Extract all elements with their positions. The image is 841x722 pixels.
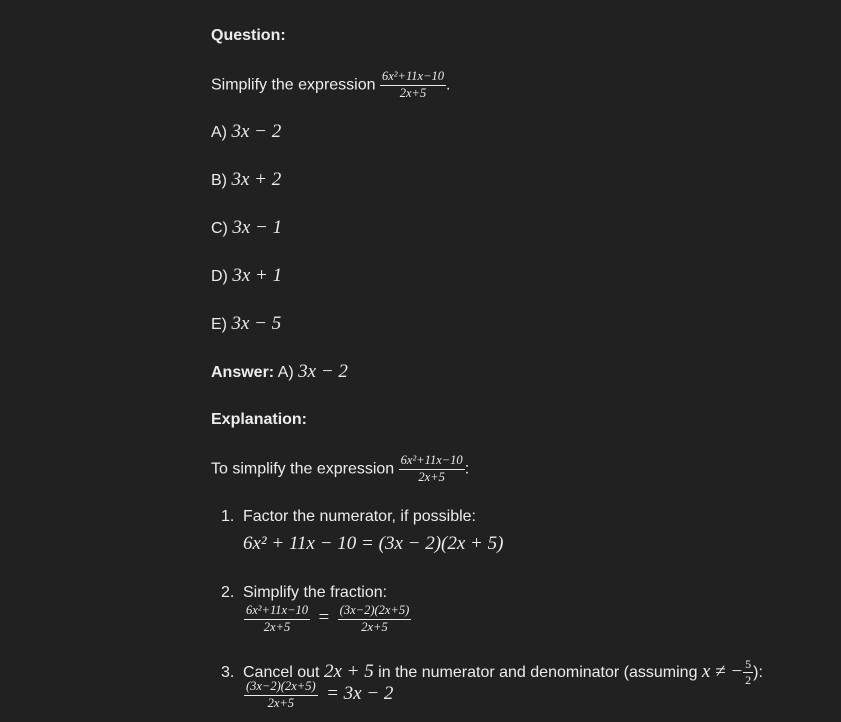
question-fraction	[380, 70, 446, 101]
step-inline-math: 2x + 5	[323, 660, 374, 682]
fraction-denominator: 2x+5	[263, 619, 291, 634]
option-math: 3x + 1	[232, 265, 283, 286]
step-text-post: in the numerator and denominator (assuming	[378, 663, 698, 681]
option-c	[211, 217, 282, 239]
step-2-lhs-fraction	[244, 604, 310, 635]
equals-sign: =	[318, 607, 330, 629]
condition-fraction	[743, 658, 753, 687]
intro-end: :	[464, 460, 470, 478]
intro-fraction	[399, 454, 465, 485]
fraction-denominator: 2x+5	[361, 619, 388, 634]
fraction-numerator: 6x²+11x−10	[244, 604, 310, 620]
fraction-denominator: 2x+5	[399, 85, 427, 100]
step-3-fraction	[244, 680, 318, 711]
fraction-numerator: 5	[743, 658, 753, 673]
question-end: .	[446, 76, 451, 94]
option-math: 3x − 5	[231, 313, 282, 334]
option-a	[211, 121, 281, 143]
option-e	[211, 313, 281, 335]
explanation-heading: Explanation:	[211, 411, 308, 428]
fraction-numerator: (3x−2)(2x+5)	[244, 680, 318, 696]
option-math: 3x + 2	[231, 169, 282, 190]
explanation-intro	[211, 454, 469, 485]
step-number: 2.	[221, 584, 235, 601]
fraction-numerator: 6x²+11x−10	[399, 454, 465, 470]
option-label: A)	[211, 124, 227, 141]
explanation-intro-text: To simplify the expression	[211, 460, 395, 478]
option-math: 3x − 1	[232, 217, 283, 238]
option-b	[211, 169, 281, 191]
answer-line	[211, 361, 348, 383]
option-math: 3x − 2	[231, 121, 282, 142]
fraction-numerator: (3x−2)(2x+5)	[338, 604, 412, 620]
option-label: B)	[211, 172, 227, 189]
fraction-numerator: 6x²+11x−10	[380, 70, 446, 86]
option-label: C)	[211, 220, 228, 237]
step-text: Simplify the fraction:	[243, 584, 388, 601]
fraction-denominator: 2	[745, 673, 752, 688]
step-number: 1.	[221, 508, 235, 525]
answer-heading: Answer:	[211, 364, 275, 381]
question-heading: Question:	[211, 27, 286, 44]
step-text: Factor the numerator, if possible:	[243, 508, 476, 525]
step-condition-end: ):	[753, 663, 763, 681]
question-prompt-text: Simplify the expression	[211, 76, 376, 94]
step-number: 3.	[221, 663, 235, 681]
option-label: D)	[211, 268, 228, 285]
step-2-rhs-fraction	[338, 604, 412, 635]
answer-math: 3x − 2	[298, 361, 348, 382]
fraction-denominator: 2x+5	[418, 469, 445, 484]
step-2	[221, 584, 387, 602]
step-3-equation	[244, 680, 393, 711]
step-2-equation	[244, 604, 411, 635]
step-3-result: = 3x − 2	[326, 683, 394, 705]
fraction-denominator: 2x+5	[267, 695, 295, 710]
answer-label: A)	[277, 364, 294, 381]
question-prompt	[211, 70, 450, 101]
step-1-equation: 6x² + 11x − 10 = (3x − 2)(2x + 5)	[243, 533, 504, 554]
step-1	[221, 508, 476, 526]
step-condition: x ≠ −	[701, 660, 744, 682]
option-d	[211, 265, 282, 287]
step-text: Cancel out	[243, 663, 320, 681]
option-label: E)	[211, 316, 227, 333]
